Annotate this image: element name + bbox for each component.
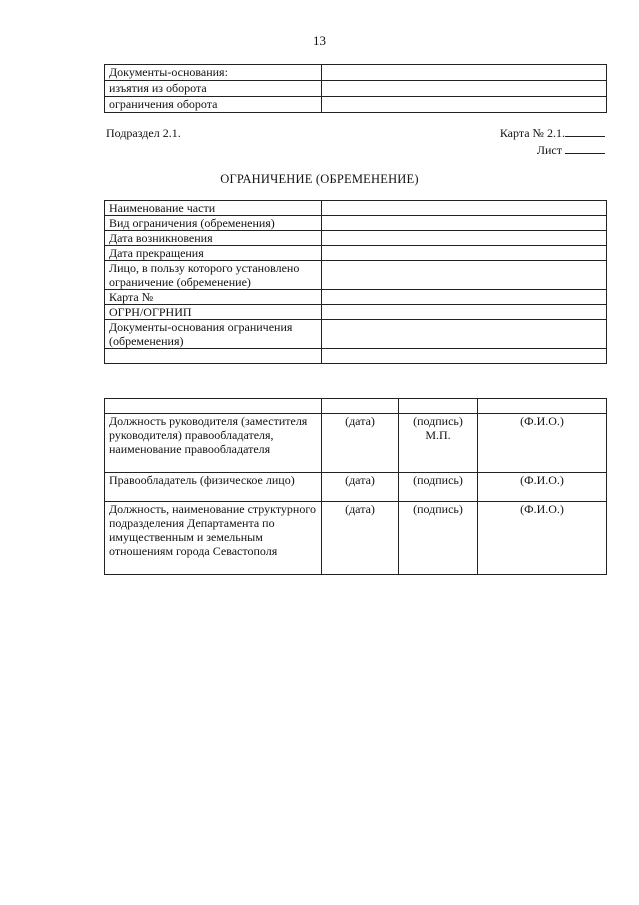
- table-cell-label: Лицо, в пользу которого установлено ограничение (обременение): [105, 261, 322, 290]
- table-row: [105, 320, 607, 349]
- table-cell-label: Документы-основания:: [105, 65, 322, 81]
- table-row: [105, 81, 607, 97]
- table-row: [105, 65, 607, 81]
- table-cell-value: [322, 290, 607, 305]
- table-row: [105, 305, 607, 320]
- table-cell-value: [322, 216, 607, 231]
- seal-caption: М.П.: [425, 428, 451, 442]
- table-cell-value: [322, 65, 607, 81]
- table-cell-label: [105, 349, 322, 364]
- signature-caption: (подпись): [399, 473, 478, 502]
- signature-caption-cell: [399, 414, 478, 473]
- table-row: [105, 231, 607, 246]
- table-row: [105, 473, 607, 502]
- table-cell-value: [322, 231, 607, 246]
- table-cell-value: [322, 201, 607, 216]
- table-cell: [478, 399, 607, 414]
- sheet-label: Лист: [536, 143, 562, 157]
- table-row: [105, 97, 607, 113]
- table-cell-label: ОГРН/ОГРНИП: [105, 305, 322, 320]
- date-caption: (дата): [322, 414, 399, 473]
- fio-caption: (Ф.И.О.): [478, 414, 607, 473]
- signature-table: [104, 398, 607, 575]
- table-cell-value: [322, 320, 607, 349]
- subsection-label: Подраздел 2.1.: [106, 126, 181, 140]
- table-cell-label: изъятия из оборота: [105, 81, 322, 97]
- table-cell-label: Дата возникновения: [105, 231, 322, 246]
- table-cell-value: [322, 305, 607, 320]
- table-cell-label: Наименование части: [105, 201, 322, 216]
- page-number: 13: [313, 33, 326, 48]
- card-number-blank: [565, 126, 605, 137]
- table-row: [105, 414, 607, 473]
- table-row: [105, 399, 607, 414]
- table-cell: [105, 399, 322, 414]
- signer-role: Должность, наименование структурного подразделения Департамента по имущественным и земельным отношениям города Севастополя: [105, 502, 322, 575]
- restriction-table: [104, 200, 607, 364]
- table-cell-value: [322, 97, 607, 113]
- table-cell-value: [322, 349, 607, 364]
- table-cell-label: Карта №: [105, 290, 322, 305]
- table-row: [105, 246, 607, 261]
- table-cell: [322, 399, 399, 414]
- table-cell-value: [322, 261, 607, 290]
- card-label: Карта № 2.1.: [499, 126, 565, 140]
- sheet-number-blank: [565, 143, 605, 154]
- card-number-line: [500, 126, 605, 140]
- table-cell-label: Дата прекращения: [105, 246, 322, 261]
- table-cell-value: [322, 81, 607, 97]
- signer-role: Правообладатель (физическое лицо): [105, 473, 322, 502]
- table-row: [105, 290, 607, 305]
- table-row: [105, 349, 607, 364]
- fio-caption: (Ф.И.О.): [478, 502, 607, 575]
- table-cell-value: [322, 246, 607, 261]
- table-row: [105, 216, 607, 231]
- table-row: [105, 201, 607, 216]
- date-caption: (дата): [322, 502, 399, 575]
- table-cell-label: ограничения оборота: [105, 97, 322, 113]
- signer-role: Должность руководителя (заместителя руководителя) правообладателя, наименование правообладателя: [105, 414, 322, 473]
- table-row: [105, 502, 607, 575]
- table-row: [105, 261, 607, 290]
- signature-caption: (подпись): [399, 502, 478, 575]
- table-cell: [399, 399, 478, 414]
- table-cell-label: Документы-основания ограничения (обременения): [105, 320, 322, 349]
- sheet-line: [537, 143, 605, 157]
- basis-documents-table: [104, 64, 607, 113]
- section-title: ОГРАНИЧЕНИЕ (ОБРЕМЕНЕНИЕ): [220, 172, 419, 186]
- signature-caption: (подпись): [413, 414, 463, 428]
- table-cell-label: Вид ограничения (обременения): [105, 216, 322, 231]
- date-caption: (дата): [322, 473, 399, 502]
- fio-caption: (Ф.И.О.): [478, 473, 607, 502]
